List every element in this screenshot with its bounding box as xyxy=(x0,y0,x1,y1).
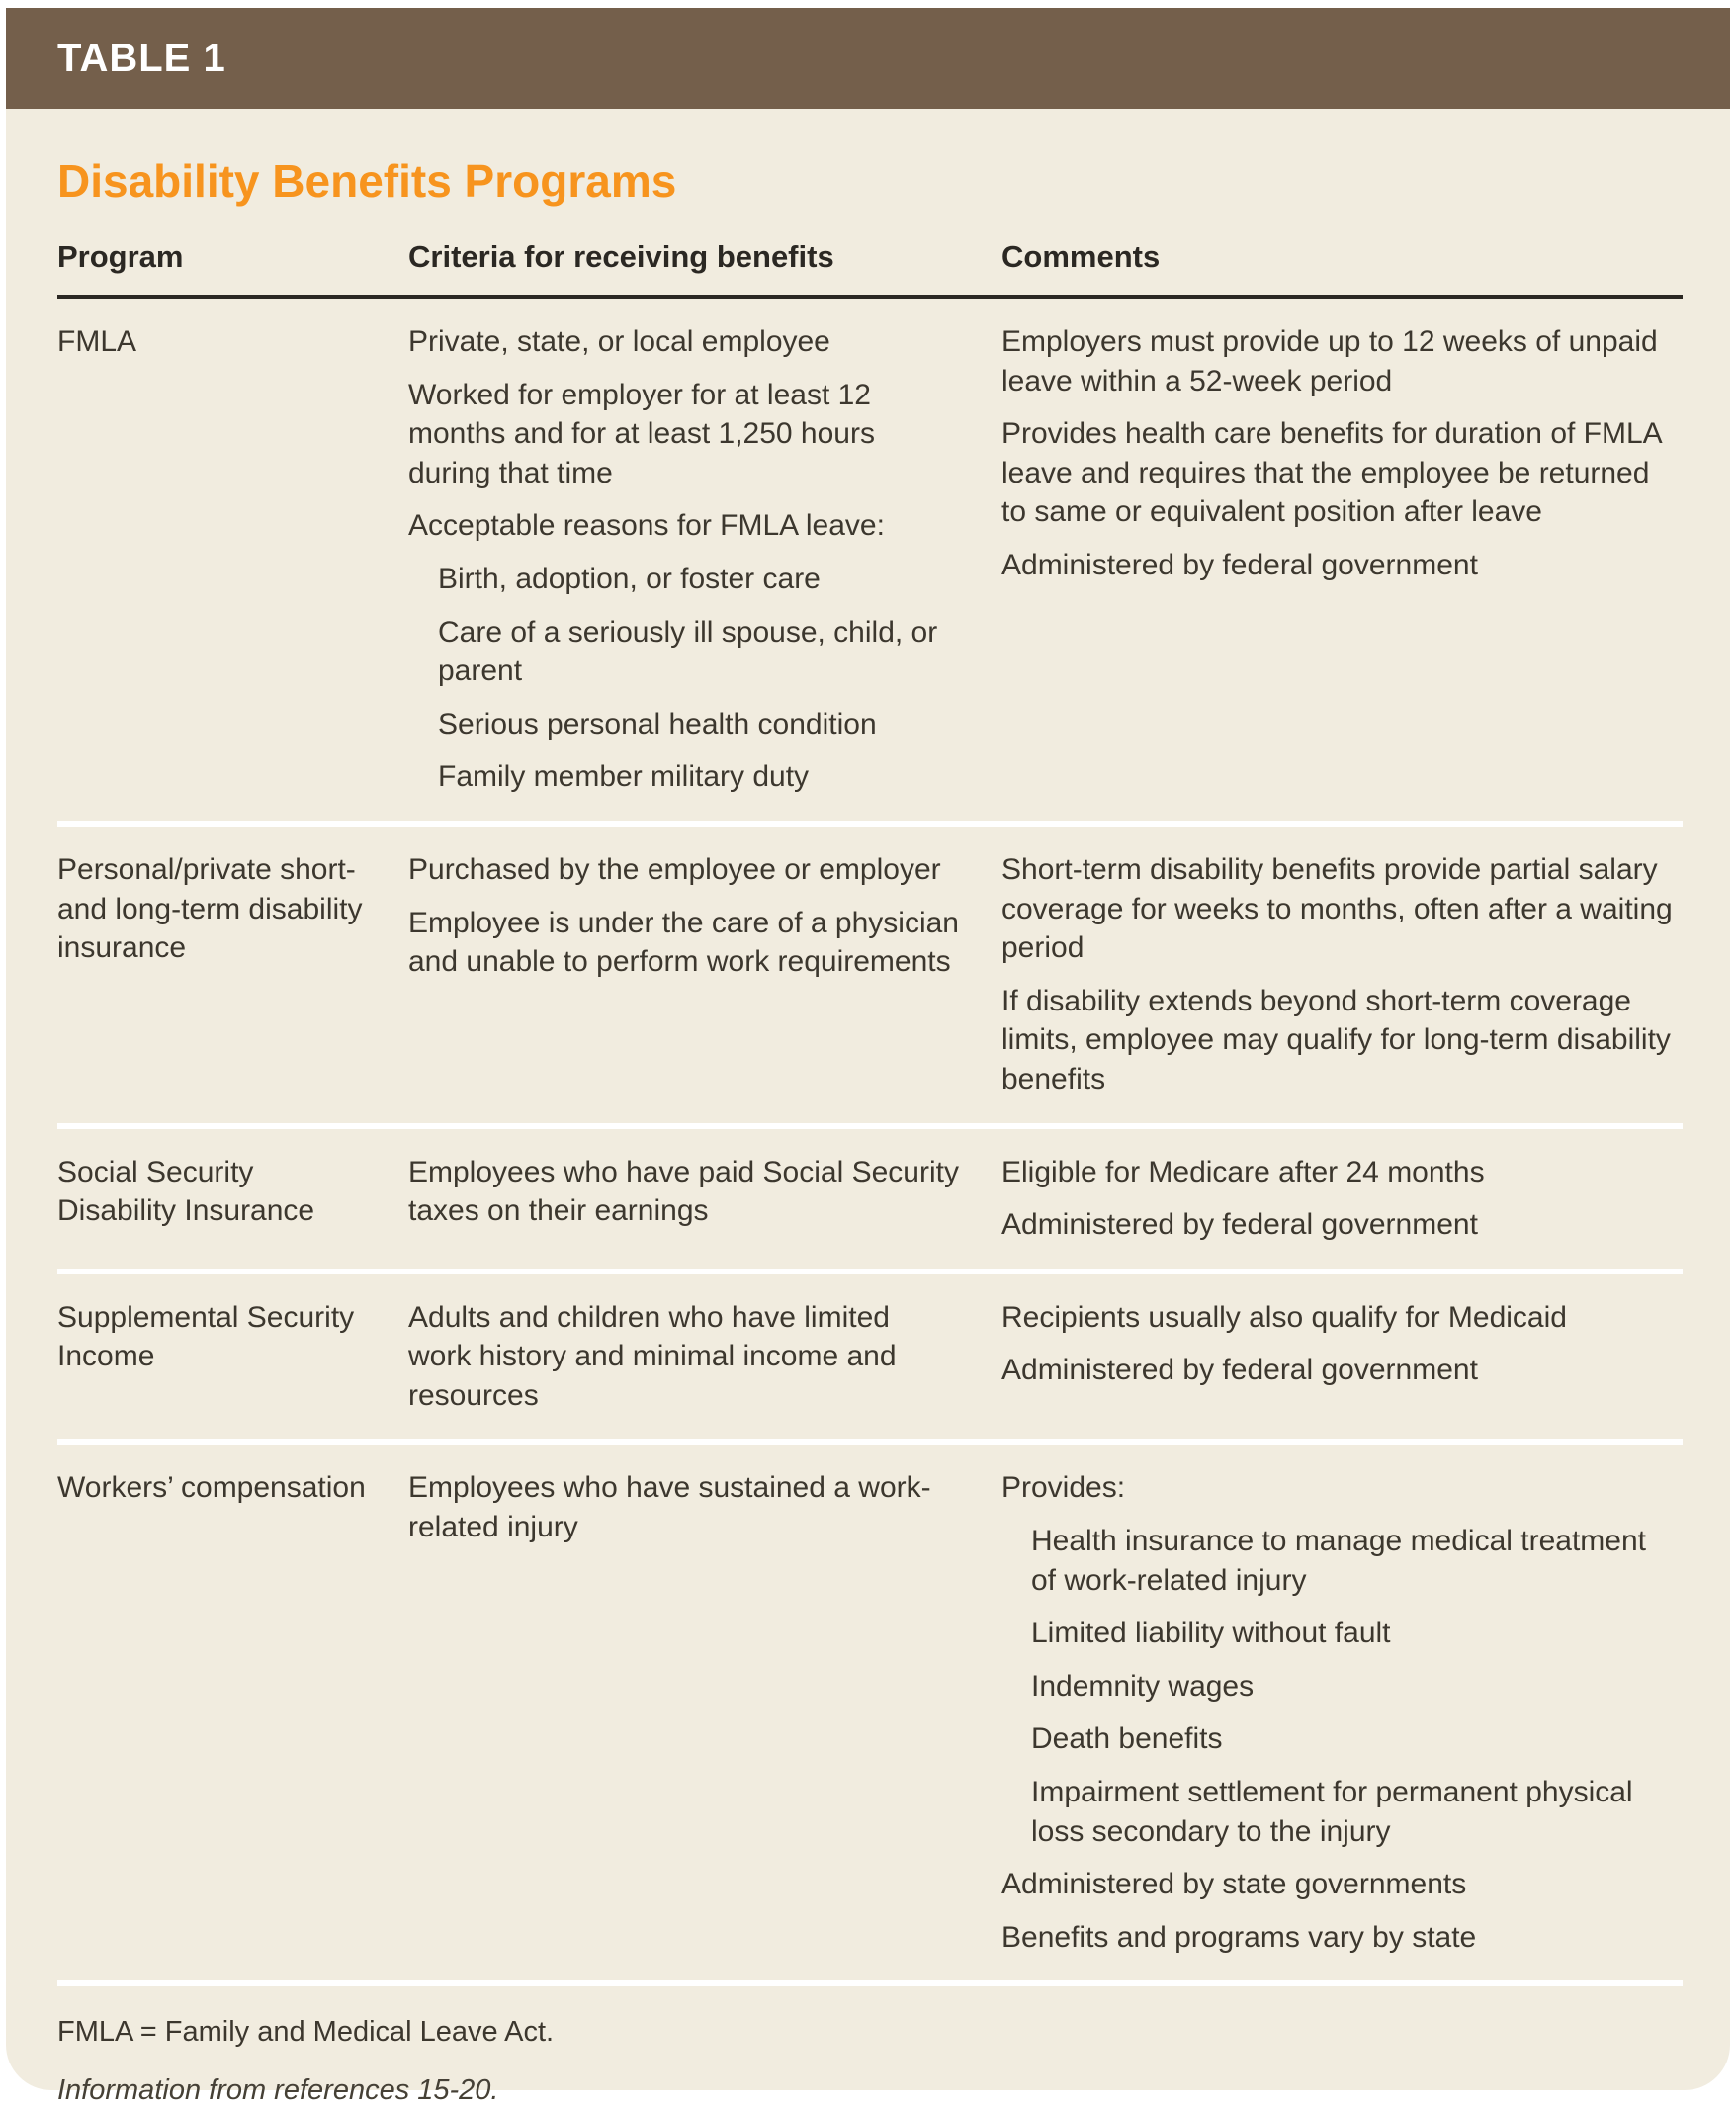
abbreviation-note: FMLA = Family and Medical Leave Act. xyxy=(57,2016,555,2049)
cell-paragraph: Provides: xyxy=(1001,1471,1126,1505)
table-body xyxy=(6,109,1730,2107)
criteria-cell xyxy=(408,1468,1001,1957)
table-row-private-insurance xyxy=(57,821,1683,1123)
source-note: Information from references 15-20. xyxy=(57,2074,499,2107)
program-cell: Personal/private short- and long-term disability insurance xyxy=(57,852,363,965)
comments-cell xyxy=(1001,1298,1683,1416)
cell-paragraph: Care of a seriously ill spouse, child, or parent xyxy=(438,615,938,688)
table-row-ssi xyxy=(57,1269,1683,1440)
table-row-ssdi xyxy=(57,1123,1683,1269)
cell-paragraph: Provides health care benefits for duration of FMLA leave and requires that the employee be returned to same or equivalent position after leave xyxy=(1001,417,1662,529)
program-cell: FMLA xyxy=(57,325,137,358)
table-title: Disability Benefits Programs xyxy=(57,155,677,207)
cell-paragraph: Health insurance to manage medical treatment of work-related injury xyxy=(1031,1525,1647,1597)
table-row-workers-compensation xyxy=(57,1439,1683,1980)
cell-paragraph: Short-term disability benefits provide partial salary coverage for weeks to months, often after a waiting period xyxy=(1001,852,1673,965)
cell-paragraph: Administered by federal government xyxy=(1001,548,1478,581)
cell-paragraph: Impairment settlement for permanent physical loss secondary to the injury xyxy=(1031,1776,1633,1848)
cell-paragraph: Administered by federal government xyxy=(1001,1354,1478,1387)
comments-cell xyxy=(1001,1468,1683,1957)
cell-paragraph: Adults and children who have limited work history and minimal income and resources xyxy=(408,1300,897,1412)
cell-paragraph: Eligible for Medicare after 24 months xyxy=(1001,1155,1485,1188)
cell-paragraph: Death benefits xyxy=(1031,1722,1223,1756)
cell-paragraph: Administered by federal government xyxy=(1001,1208,1478,1242)
table-footnotes xyxy=(57,1980,1683,2107)
comments-cell xyxy=(1001,1153,1683,1245)
criteria-cell xyxy=(408,1153,1001,1245)
column-header-program: Program xyxy=(57,239,184,274)
cell-paragraph: Indemnity wages xyxy=(1031,1669,1255,1703)
column-header-row xyxy=(57,239,1683,299)
column-header-criteria: Criteria for receiving benefits xyxy=(408,239,834,274)
cell-paragraph: Administered by state governments xyxy=(1001,1868,1467,1901)
program-cell: Supplemental Security Income xyxy=(57,1300,355,1373)
cell-paragraph: Private, state, or local employee xyxy=(408,325,830,358)
cell-paragraph: Recipients usually also qualify for Medicaid xyxy=(1001,1300,1567,1334)
cell-paragraph: Employers must provide up to 12 weeks of unpaid leave within a 52-week period xyxy=(1001,325,1658,397)
table-card xyxy=(6,8,1730,2107)
criteria-cell xyxy=(408,850,1001,1099)
cell-paragraph: Employees who have paid Social Security taxes on their earnings xyxy=(408,1155,959,1228)
program-cell: Workers’ compensation xyxy=(57,1471,366,1505)
criteria-cell xyxy=(408,1298,1001,1416)
cell-paragraph: Purchased by the employee or employer xyxy=(408,852,941,886)
table-row-fmla xyxy=(57,299,1683,821)
cell-paragraph: Acceptable reasons for FMLA leave: xyxy=(408,509,885,543)
cell-paragraph: Employee is under the care of a physician and unable to perform work requirements xyxy=(408,906,959,979)
criteria-cell xyxy=(408,322,1001,797)
cell-paragraph: Limited liability without fault xyxy=(1031,1617,1391,1650)
cell-paragraph: Benefits and programs vary by state xyxy=(1001,1920,1477,1954)
cell-paragraph: Serious personal health condition xyxy=(438,707,877,741)
cell-paragraph: Birth, adoption, or foster care xyxy=(438,562,821,595)
column-header-comments: Comments xyxy=(1001,239,1161,274)
cell-paragraph: Family member military duty xyxy=(438,760,810,794)
table-header-bar xyxy=(6,8,1730,109)
cell-paragraph: Employees who have sustained a work-related injury xyxy=(408,1471,931,1544)
program-cell: Social Security Disability Insurance xyxy=(57,1155,315,1228)
comments-cell xyxy=(1001,850,1683,1099)
table-number: TABLE 1 xyxy=(57,36,226,80)
comments-cell xyxy=(1001,322,1683,797)
cell-paragraph: If disability extends beyond short-term coverage limits, employee may qualify for long-term disability benefits xyxy=(1001,984,1671,1096)
cell-paragraph: Worked for employer for at least 12 months and for at least 1,250 hours during that time xyxy=(408,378,875,489)
